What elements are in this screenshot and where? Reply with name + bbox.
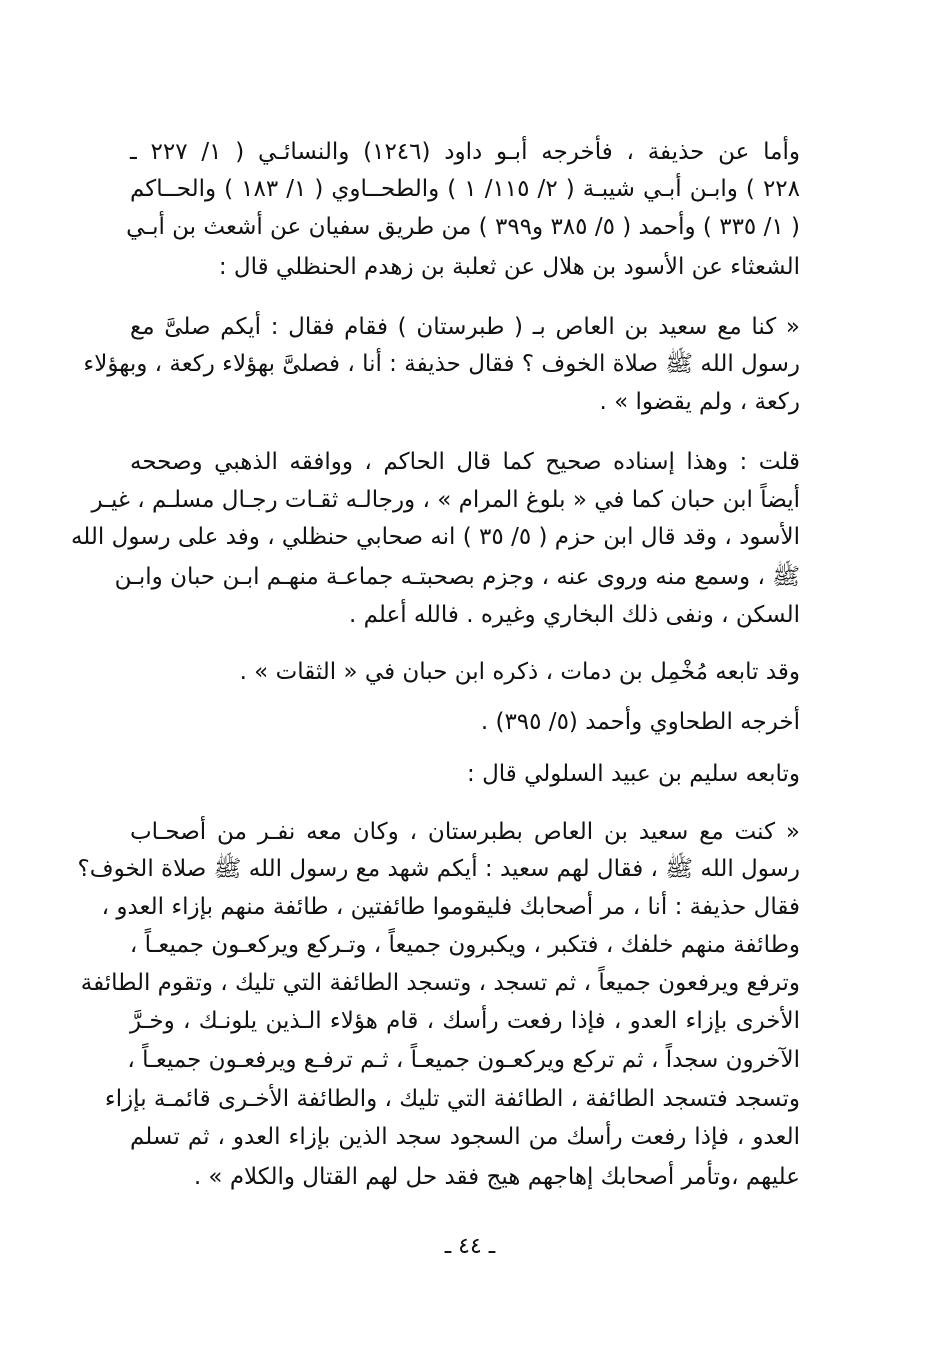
text-line: وأما عن حذيفة ، فأخرجه أبـو داود (١٢٤٦) والنسائـي ( ١/ ٢٢٧ ـ [130,139,800,165]
text-line: العدو ، فإذا رفعت رأسك من السجود سجد الذين بإزاء العدو ، ثم تسلم [130,1124,800,1150]
text-line: الأخرى بإزاء العدو ، فإذا رفعت رأسك ، قام هؤلاء الـذين يلونـك ، وخـرَّ [130,1008,800,1034]
text-line: وتسجد فتسجد الطائفة ، الطائفة التي تليك ، والطائفة الأخـرى قائمـة بإزاء [104,1086,800,1112]
text-line: وطائفة منهم خلفك ، فتكبر ، ويكبرون جميعاً ، وتـركع ويركعـون جميعـاً ، [129,932,800,958]
text-line: رسول الله ﷺ ، فقال لهم سعيد : أيكم شهد مع رسول الله ﷺ صلاة الخوف؟ [77,856,800,882]
page-number: ـ ٤٤ ـ [444,1234,496,1259]
text-line: ٢٢٨ ) وابـن أبـي شيبـة ( ٢/ ١١٥/ ١ ) والطحــاوي ( ١/ ١٨٣ ) والحــاكم [130,176,800,202]
text-line: « كنت مع سعيد بن العاص بطبرستان ، وكان معه نفـر من أصحـاب [130,819,800,845]
text-line: ركعة ، ولم يقضوا » . [599,389,800,415]
text-line: أيضاً ابن حبان كما في « بلوغ المرام » ، ورجالـه ثقـات رجـال مسلـم ، غيـر [91,487,800,513]
text-line: أخرجه الطحاوي وأحمد (٥/ ٣٩٥) . [480,709,800,735]
text-line: عليهم ،وتأمر أصحابك إهاجهم هيج فقد حل لهم القتال والكلام » . [193,1164,800,1190]
text-line: قلت : وهذا إسناده صحيح كما قال الحاكم ، ووافقه الذهبي وصححه [130,449,800,475]
text-line: ﷺ ، وسمع منه وروى عنه ، وجزم بصحبتـه جماعـة منهـم ابـن حبان وابـن [114,564,800,590]
text-line: وقد تابعه مُخْمِل بن دمات ، ذكره ابن حبان في « الثقات » . [239,659,800,685]
text-line: الأسود ، وقد قال ابن حزم ( ٥/ ٣٥ ) انه صحابي حنظلي ، وفد على رسول الله [70,524,800,550]
text-line: السكن ، ونفى ذلك البخاري وغيره . فالله أعلم . [348,602,800,628]
text-line: وترفع ويرفعون جميعاً ، ثم تسجد ، وتسجد الطائفة التي تليك ، وتقوم الطائفة [80,970,800,996]
text-line: الآخرون سجداً ، ثم تركع ويركعـون جميعـاً ، ثـم ترفـع ويرفعـون جميعـاً ، [127,1047,800,1073]
text-line: الشعثاء عن الأسود بن هلال عن ثعلبة بن زهدم الحنظلي قال : [218,254,800,280]
text-line: رسول الله ﷺ صلاة الخوف ؟ فقال حذيفة : أنا ، فصلىَّ بهؤلاء ركعة ، وبهؤلاء [83,351,800,377]
text-line: « كنا مع سعيد بن العاص بـ ( طبرستان ) فقام فقال : أيكم صلىَّ مع [130,314,800,340]
text-line: وتابعه سليم بن عبيد السلولي قال : [467,761,800,787]
text-line: فقال حذيفة : أنا ، مر أصحابك فليقوموا طائفتين ، طائفة منهم بإزاء العدو ، [101,894,800,920]
text-line: ( ١/ ٣٣٥ ) وأحمد ( ٥/ ٣٨٥ و٣٩٩ ) من طريق سفيان عن أشعث بن أبـي [126,214,800,240]
